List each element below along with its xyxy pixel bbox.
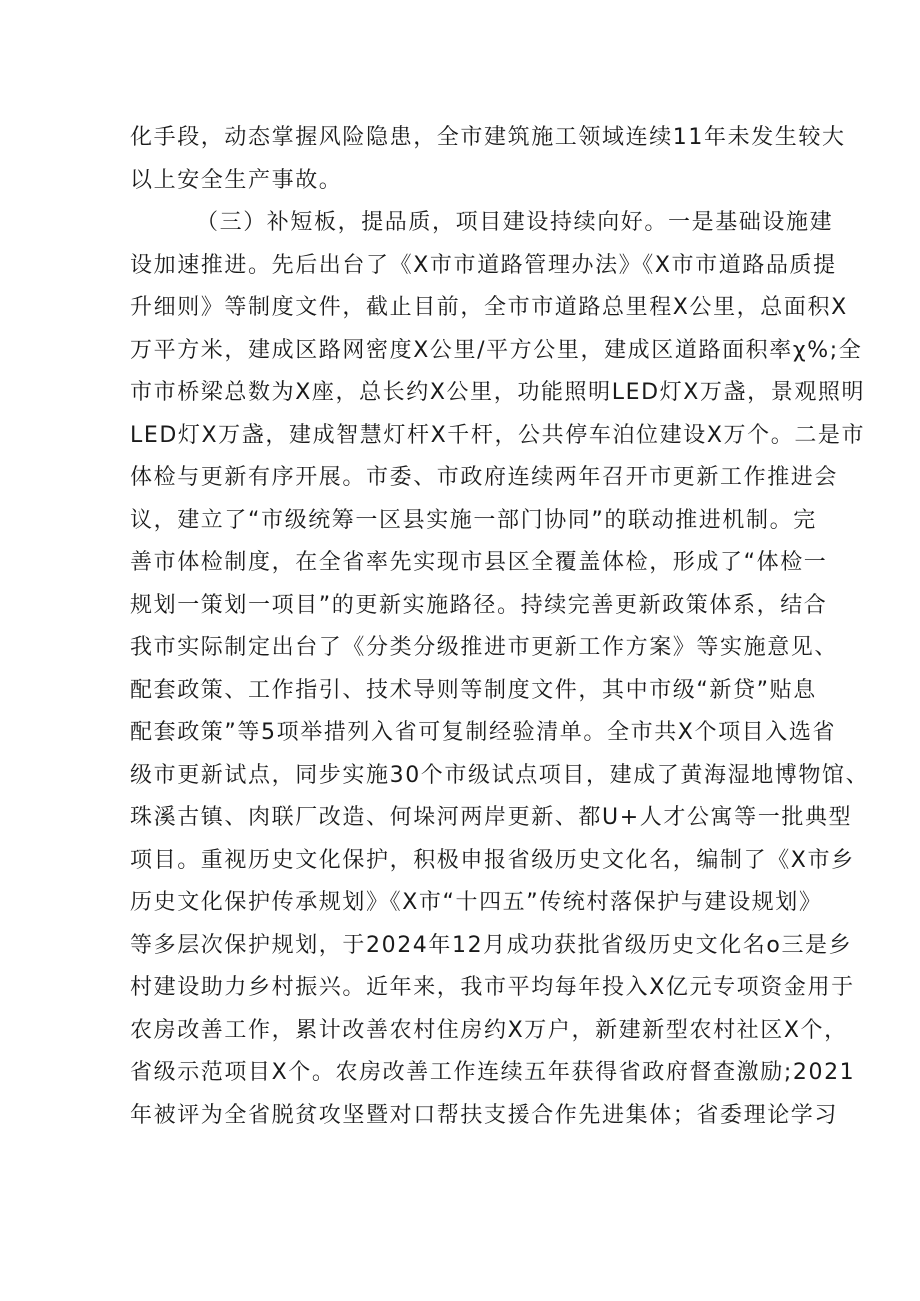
section-heading-line: （三）补短板，提品质，项目建设持续向好。一是基础设施建	[196, 210, 834, 235]
text-line: 珠溪古镇、肉联厂改造、何垛河两岸更新、都U+人才公寓等一批典型	[130, 805, 853, 830]
text-line: 善市体检制度，在全省率先实现市县区全覆盖体检，形成了“体检一	[130, 550, 828, 575]
text-line: 配套政策”等5项举措列入省可复制经验清单。全市共X个项目入选省	[130, 720, 837, 745]
text-line: 以上安全生产事故。	[130, 167, 343, 193]
text-line: 项目。重视历史文化保护，积极申报省级历史文化名，编制了《X市乡	[130, 847, 855, 873]
text-line: 我市实际制定出台了《分类分级推进市更新工作方案》等实施意见、	[130, 635, 839, 660]
text-line: LED灯X万盏，建成智慧灯杆X千杆，公共停车泊位建设X万个。二是市	[130, 422, 866, 448]
text-line: 设加速推进。先后出台了《X市市道路管理办法》《X市市道路品质提	[130, 252, 837, 278]
text-line: 市市桥梁总数为X座，总长约X公里，功能照明LED灯X万盏，景观照明	[130, 380, 866, 405]
text-line: 化手段，动态掌握风险隐患，全市建筑施工领域连续11年未发生较大	[130, 125, 846, 150]
text-line: 农房改善工作，累计改善农村住房约X万户，新建新型农村社区X个，	[130, 1017, 848, 1043]
text-line: 升细则》等制度文件，截止目前，全市市道路总里程X公里，总面积X	[130, 295, 848, 320]
text-line: 等多层次保护规划，于2024年12月成功获批省级历史文化名o三是乡	[130, 932, 853, 958]
text-line: 历史文化保护传承规划》《X市“十四五”传统村落保护与建设规划》	[130, 890, 823, 915]
text-line: 村建设助力乡村振兴。近年来，我市平均每年投入X亿元专项资金用于	[130, 975, 855, 1000]
text-line: 议，建立了“市级统筹一区县实施一部门协同”的联动推进机制。完	[130, 507, 817, 533]
text-line: 配套政策、工作指引、技术导则等制度文件，其中市级“新贷”贴息	[130, 677, 817, 703]
text-line: 体检与更新有序开展。市委、市政府连续两年召开市更新工作推进会	[130, 465, 839, 490]
text-line: 万平方米，建成区路网密度X公里/平方公里，建成区道路面积率χ%;全	[130, 337, 863, 363]
body-text	[130, 117, 870, 1137]
text-line: 省级示范项目X个。农房改善工作连续五年获得省政府督查激励;2021	[130, 1060, 856, 1085]
text-line: 规划一策划一项目”的更新实施路径。持续完善更新政策体系，结合	[130, 592, 828, 618]
text-line: 级市更新试点，同步实施30个市级试点项目，建成了黄海湿地博物馆、	[130, 762, 870, 788]
text-line: 年被评为全省脱贫攻坚暨对口帮扶支援合作先进集体；省委理论学习	[130, 1102, 839, 1128]
